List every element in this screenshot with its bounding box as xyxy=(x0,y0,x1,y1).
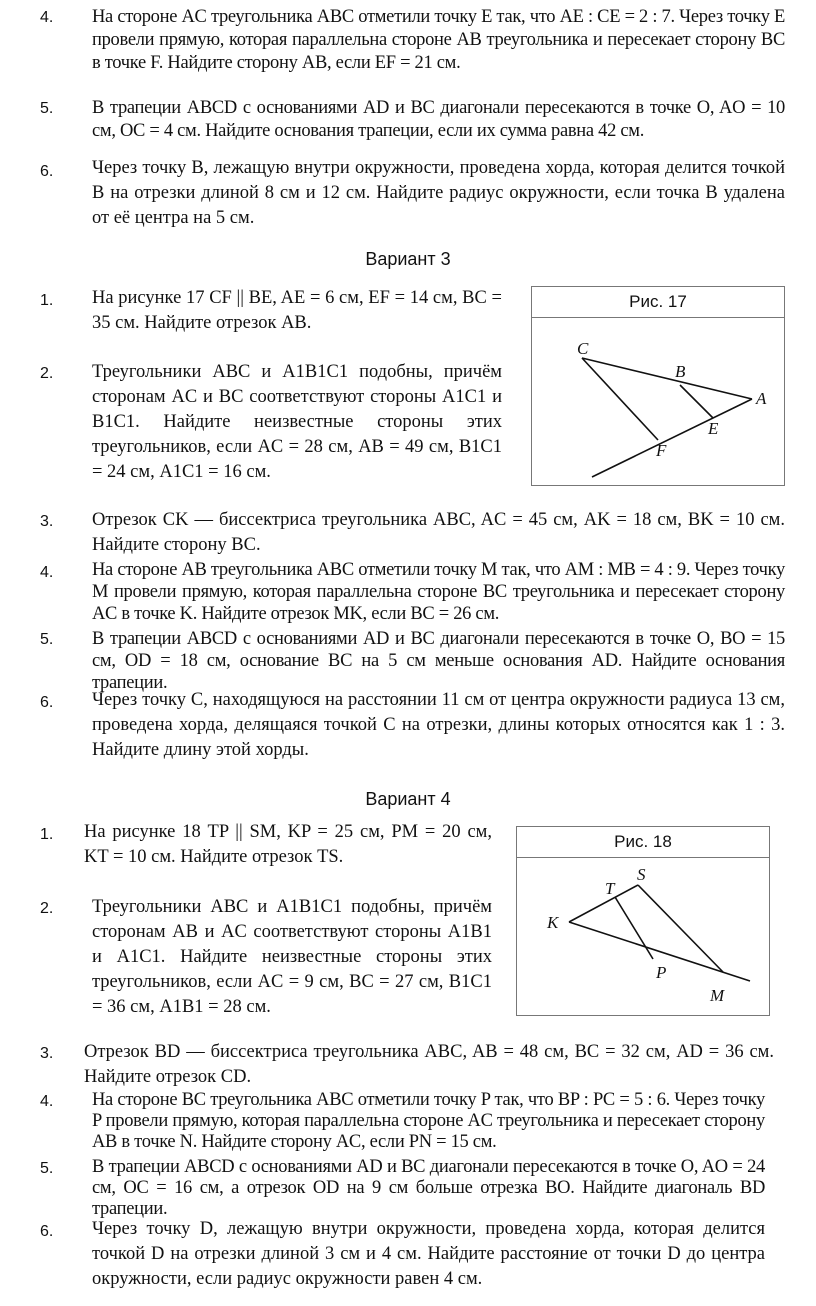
problem-text: В трапеции ABCD с основаниями AD и BC диагонали пересекаются в точке O, BO = 15 см, OD = 18 см, основание BC на 5 см меньше основания AD. Найдите основания трапеции. xyxy=(92,629,785,693)
problem-text: На стороне AC треугольника ABC отметили точку E так, что AE : CE = 2 : 7. Через точку E провели прямую, которая параллельна стороне AB треугольника и пересекает сторону BC в точке F. Найдите сторону AB, если EF = 21 см. xyxy=(92,7,785,73)
problem-text: Треугольники ABC и A1B1C1 подобны, причём сторонам AB и AC соответствуют стороны A1B1 и A1C1. Найдите неизвестные стороны этих треугольников, если AC = 9 см, BC = 27 см, B1C1 = 36 см, A1B1 = 28 см. xyxy=(92,897,492,1017)
problem-number: 5. xyxy=(40,100,54,117)
problem-text: На стороне BC треугольника ABC отметили точку P так, что BP : PC = 5 : 6. Через точку P провели прямую, которая параллельна стороне AC треугольника и пересекает сторону AB в точке N. Найдите сторону AC, если PN = 15 см. xyxy=(92,1090,765,1152)
variant-heading: Вариант 4 xyxy=(365,789,451,809)
problem-text: На рисунке 17 CF || BE, AE = 6 см, EF = 14 см, BC = 35 см. Найдите отрезок AB. xyxy=(92,288,502,333)
problem-number: 5. xyxy=(40,631,54,648)
point-label-b: B xyxy=(675,362,686,381)
point-label-k: K xyxy=(547,913,559,932)
problem-number: 2. xyxy=(40,900,54,917)
problem-number: 6. xyxy=(40,163,54,180)
figure-caption: Рис. 18 xyxy=(517,827,769,858)
variant-heading: Вариант 3 xyxy=(365,249,451,269)
problem-number: 6. xyxy=(40,694,54,711)
point-label-f: F xyxy=(656,441,667,460)
point-label-p: P xyxy=(656,963,667,982)
problem-text: Через точку C, находящуюся на расстоянии 11 см от центра окружности радиуса 13 см, проведена хорда, делящаяся точкой C на отрезки, длины которых относятся как 1 : 3. Найдите длину этой хорды. xyxy=(92,690,785,760)
figure-18-drawing xyxy=(517,858,769,1014)
problem-text: В трапеции ABCD с основаниями AD и BC диагонали пересекаются в точке O, AO = 10 см, OC = 4 см. Найдите основания трапеции, если их сумма равна 42 см. xyxy=(92,98,785,141)
problem-number: 5. xyxy=(40,1160,54,1177)
segment-be xyxy=(680,385,713,418)
problem-text: На рисунке 18 TP || SM, KP = 25 см, PM = 20 см, KT = 10 см. Найдите отрезок TS. xyxy=(84,822,492,867)
point-label-c: C xyxy=(577,339,589,358)
segment-tp xyxy=(615,897,653,959)
problem-number: 1. xyxy=(40,826,54,843)
figure-17 xyxy=(531,286,785,486)
figure-caption: Рис. 17 xyxy=(532,287,784,318)
problem-number: 1. xyxy=(40,292,54,309)
segment-cf xyxy=(582,358,658,440)
problem-text: Отрезок BD — биссектриса треугольника ABC, AB = 48 см, BC = 32 см, AD = 36 см. Найдите отрезок CD. xyxy=(84,1042,774,1087)
point-label-e: E xyxy=(708,419,719,438)
problem-text: На стороне AB треугольника ABC отметили точку M так, что AM : MB = 4 : 9. Через точку M провели прямую, которая параллельна стороне BC треугольника и пересекает сторону AC в точке K. Найдите отрезок MK, если BC = 26 см. xyxy=(92,560,785,624)
problem-number: 4. xyxy=(40,9,54,26)
problem-text: Через точку B, лежащую внутри окружности, проведена хорда, которая делится точкой B на отрезки длиной 8 см и 12 см. Найдите радиус окружности, если точка B удалена от её центра на 5 см. xyxy=(92,158,785,228)
problem-number: 3. xyxy=(40,513,54,530)
point-label-t: T xyxy=(605,879,615,898)
segment-ca xyxy=(582,358,752,399)
point-label-s: S xyxy=(637,865,646,884)
problem-number: 3. xyxy=(40,1045,54,1062)
problem-text: Треугольники ABC и A1B1C1 подобны, причём сторонам AC и BC соответствуют стороны A1C1 и B1C1. Найдите неизвестные стороны этих треугольников, если AC = 28 см, AB = 49 см, B1C1 = 24 см, A1C1 = 16 см. xyxy=(92,362,502,482)
problem-number: 6. xyxy=(40,1223,54,1240)
problem-number: 4. xyxy=(40,564,54,581)
figure-17-drawing xyxy=(532,318,784,484)
problem-text: Отрезок CK — биссектриса треугольника ABC, AC = 45 см, AK = 18 см, BK = 10 см. Найдите сторону BC. xyxy=(92,510,785,555)
point-label-a: A xyxy=(756,389,767,408)
problem-text: В трапеции ABCD с основаниями AD и BC диагонали пересекаются в точке O, AO = 24 см, OC = 16 см, а отрезок OD на 9 см больше отрезка BO. Найдите диагональ BD трапеции. xyxy=(92,1157,765,1219)
point-label-m: M xyxy=(710,986,725,1005)
segment-fa xyxy=(592,399,752,477)
problem-number: 4. xyxy=(40,1093,54,1110)
problem-text: Через точку D, лежащую внутри окружности, проведена хорда, которая делится точкой D на отрезки длиной 3 см и 4 см. Найдите расстояние от точки D до центра окружности, если радиус окружности равен 4 см. xyxy=(92,1219,765,1289)
figure-18 xyxy=(516,826,770,1016)
problem-number: 2. xyxy=(40,365,54,382)
